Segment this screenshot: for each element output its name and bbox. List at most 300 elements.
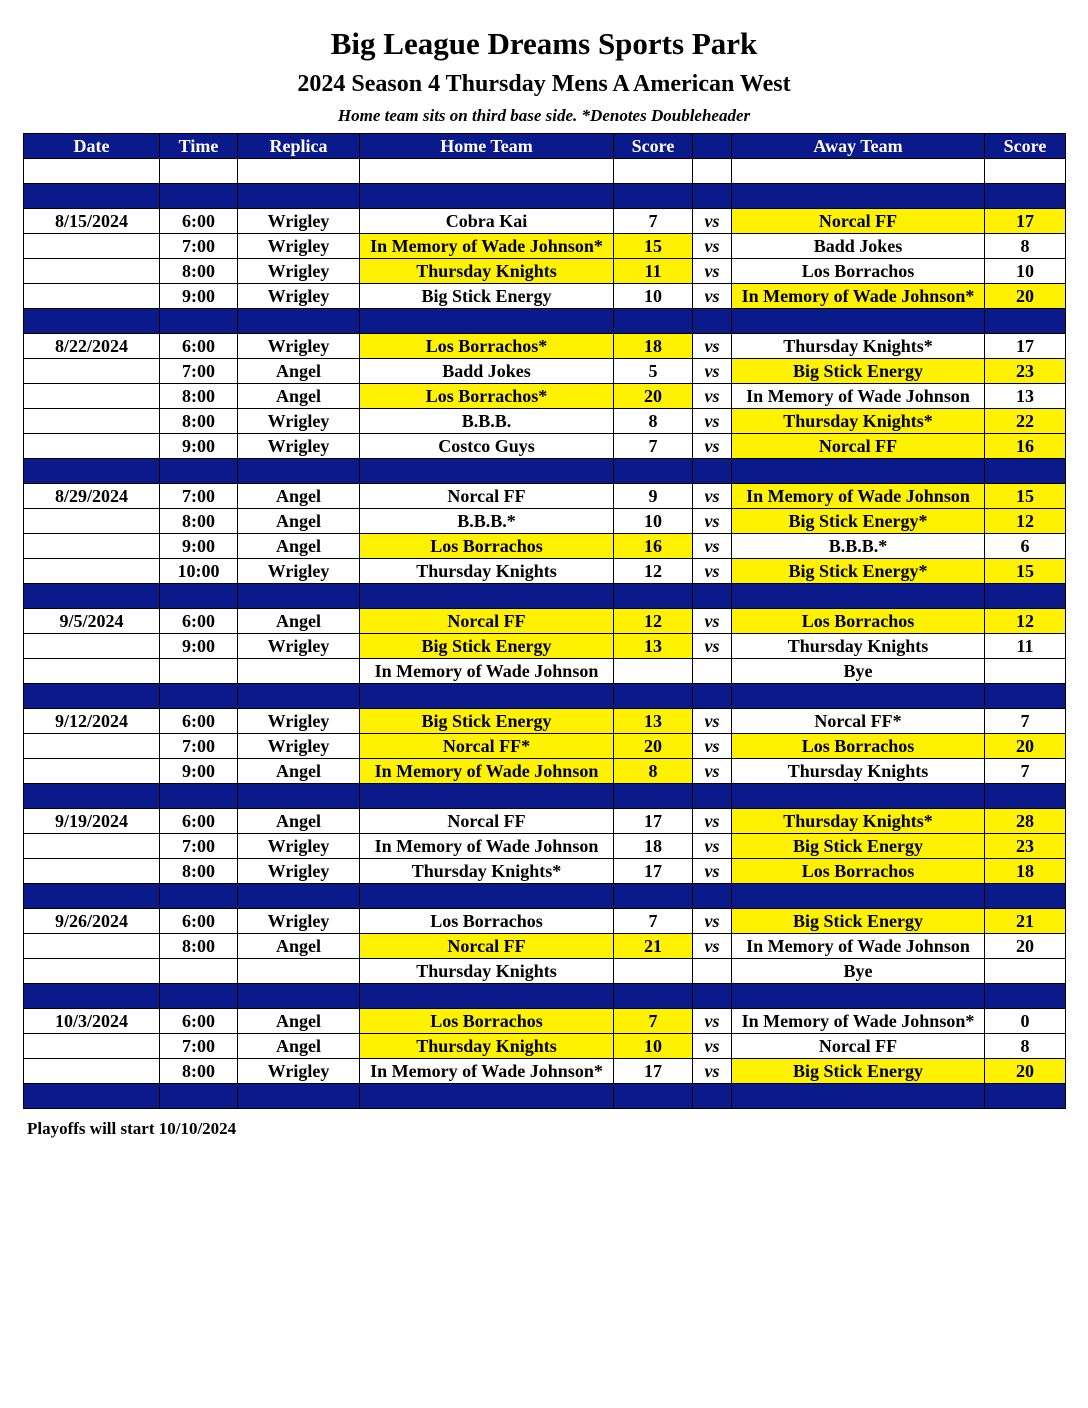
replica-cell: Wrigley [238, 834, 360, 859]
vs-cell: vs [693, 709, 732, 734]
date-cell [24, 959, 160, 984]
game-row [24, 434, 1066, 459]
away-score-cell [985, 659, 1066, 684]
home-score-cell: 10 [614, 509, 693, 534]
away-team-cell: Big Stick Energy [732, 359, 985, 384]
time-cell: 6:00 [160, 709, 238, 734]
away-team-cell: Big Stick Energy [732, 1059, 985, 1084]
replica-cell [238, 309, 360, 334]
date-cell [24, 559, 160, 584]
date-cell: 8/15/2024 [24, 209, 160, 234]
week-separator-row [24, 884, 1066, 909]
home-team-cell: Big Stick Energy [360, 634, 614, 659]
date-cell [24, 409, 160, 434]
replica-cell: Wrigley [238, 234, 360, 259]
game-row [24, 359, 1066, 384]
home-score-cell [614, 959, 693, 984]
home-team-cell [360, 884, 614, 909]
vs-cell: vs [693, 509, 732, 534]
away-team-cell: B.B.B.* [732, 534, 985, 559]
replica-cell [238, 584, 360, 609]
date-cell [24, 584, 160, 609]
home-score-cell: 9 [614, 484, 693, 509]
away-score-cell: 17 [985, 334, 1066, 359]
home-score-cell: 10 [614, 284, 693, 309]
home-score-cell [614, 1084, 693, 1109]
away-score-cell: 28 [985, 809, 1066, 834]
game-row [24, 834, 1066, 859]
away-team-cell: Big Stick Energy* [732, 559, 985, 584]
away-team-cell: Big Stick Energy [732, 909, 985, 934]
replica-cell: Wrigley [238, 209, 360, 234]
date-cell: 9/19/2024 [24, 809, 160, 834]
away-team-cell: In Memory of Wade Johnson [732, 384, 985, 409]
home-team-cell: Thursday Knights* [360, 859, 614, 884]
header-note: Home team sits on third base side. *Denotes Doubleheader [337, 106, 751, 125]
game-row [24, 534, 1066, 559]
home-score-cell [614, 984, 693, 1009]
home-score-cell: 16 [614, 534, 693, 559]
game-row [24, 709, 1066, 734]
away-score-cell: 20 [985, 1059, 1066, 1084]
away-team-cell [732, 784, 985, 809]
game-row [24, 809, 1066, 834]
time-cell: 7:00 [160, 234, 238, 259]
away-team-cell [732, 159, 985, 184]
home-score-cell [614, 309, 693, 334]
home-score-cell: 7 [614, 434, 693, 459]
vs-cell: vs [693, 409, 732, 434]
away-score-cell: 15 [985, 559, 1066, 584]
away-team-cell: Norcal FF [732, 209, 985, 234]
date-cell [24, 784, 160, 809]
home-score-cell [614, 684, 693, 709]
date-cell [24, 509, 160, 534]
home-team-cell [360, 184, 614, 209]
away-team-cell [732, 309, 985, 334]
away-team-cell: Bye [732, 659, 985, 684]
away-team-cell [732, 1084, 985, 1109]
replica-cell: Wrigley [238, 734, 360, 759]
home-score-cell: 20 [614, 734, 693, 759]
home-score-cell [614, 459, 693, 484]
vs-cell [693, 584, 732, 609]
vs-cell: vs [693, 434, 732, 459]
away-team-cell: Norcal FF [732, 1034, 985, 1059]
week-separator-row [24, 584, 1066, 609]
vs-cell: vs [693, 484, 732, 509]
vs-cell: vs [693, 609, 732, 634]
replica-cell [238, 184, 360, 209]
vs-cell: vs [693, 384, 732, 409]
game-row [24, 409, 1066, 434]
away-score-cell: 22 [985, 409, 1066, 434]
date-cell [24, 1034, 160, 1059]
away-score-cell [985, 784, 1066, 809]
home-team-cell [360, 159, 614, 184]
date-cell [24, 259, 160, 284]
away-score-cell: 17 [985, 209, 1066, 234]
away-team-cell: Big Stick Energy [732, 834, 985, 859]
col-header-away-team: Away Team [732, 134, 985, 159]
home-team-cell: Los Borrachos* [360, 334, 614, 359]
home-team-cell: In Memory of Wade Johnson [360, 834, 614, 859]
away-score-cell: 13 [985, 384, 1066, 409]
date-cell [24, 634, 160, 659]
away-team-cell: In Memory of Wade Johnson [732, 934, 985, 959]
time-cell: 10:00 [160, 559, 238, 584]
away-score-cell: 21 [985, 909, 1066, 934]
away-team-cell: Badd Jokes [732, 234, 985, 259]
home-team-cell: Norcal FF [360, 934, 614, 959]
away-score-cell [985, 959, 1066, 984]
away-score-cell: 7 [985, 709, 1066, 734]
away-score-cell [985, 159, 1066, 184]
replica-cell: Angel [238, 509, 360, 534]
home-team-cell: Los Borrachos [360, 1009, 614, 1034]
vs-cell: vs [693, 934, 732, 959]
playoffs-note: Playoffs will start 10/10/2024 [27, 1119, 237, 1138]
replica-cell: Wrigley [238, 284, 360, 309]
vs-cell: vs [693, 1009, 732, 1034]
home-team-cell: Costco Guys [360, 434, 614, 459]
replica-cell: Angel [238, 1009, 360, 1034]
vs-cell [693, 1084, 732, 1109]
away-team-cell: In Memory of Wade Johnson [732, 484, 985, 509]
home-team-cell [360, 984, 614, 1009]
time-cell: 6:00 [160, 1009, 238, 1034]
home-team-cell: In Memory of Wade Johnson [360, 659, 614, 684]
time-cell [160, 459, 238, 484]
date-cell: 8/22/2024 [24, 334, 160, 359]
home-score-cell [614, 884, 693, 909]
vs-cell [693, 684, 732, 709]
game-row [24, 484, 1066, 509]
away-team-cell: Thursday Knights* [732, 809, 985, 834]
away-score-cell: 12 [985, 609, 1066, 634]
game-row [24, 1009, 1066, 1034]
away-score-cell [985, 984, 1066, 1009]
away-score-cell [985, 684, 1066, 709]
vs-cell: vs [693, 734, 732, 759]
vs-cell: vs [693, 359, 732, 384]
vs-cell: vs [693, 534, 732, 559]
home-team-cell: Norcal FF [360, 609, 614, 634]
home-team-cell: Big Stick Energy [360, 709, 614, 734]
vs-cell: vs [693, 284, 732, 309]
game-row [24, 659, 1066, 684]
replica-cell [238, 684, 360, 709]
replica-cell: Wrigley [238, 634, 360, 659]
time-cell: 7:00 [160, 1034, 238, 1059]
date-cell [24, 434, 160, 459]
away-team-cell: Norcal FF [732, 434, 985, 459]
date-cell: 9/12/2024 [24, 709, 160, 734]
away-score-cell: 23 [985, 359, 1066, 384]
away-score-cell: 18 [985, 859, 1066, 884]
replica-cell [238, 884, 360, 909]
away-score-cell: 20 [985, 734, 1066, 759]
week-separator-row [24, 309, 1066, 334]
header-row [24, 134, 1066, 159]
home-score-cell: 17 [614, 1059, 693, 1084]
away-score-cell: 10 [985, 259, 1066, 284]
time-cell: 7:00 [160, 359, 238, 384]
vs-cell: vs [693, 859, 732, 884]
home-team-cell: Thursday Knights [360, 559, 614, 584]
home-team-cell: B.B.B. [360, 409, 614, 434]
vs-cell: vs [693, 559, 732, 584]
time-cell: 6:00 [160, 909, 238, 934]
time-cell [160, 584, 238, 609]
time-cell: 7:00 [160, 734, 238, 759]
date-cell [24, 384, 160, 409]
week-separator-row [24, 684, 1066, 709]
away-team-cell [732, 984, 985, 1009]
home-score-cell: 7 [614, 1009, 693, 1034]
col-header-home-score: Score [614, 134, 693, 159]
replica-cell [238, 659, 360, 684]
away-team-cell [732, 884, 985, 909]
vs-cell [693, 784, 732, 809]
home-team-cell: Cobra Kai [360, 209, 614, 234]
replica-cell: Wrigley [238, 259, 360, 284]
away-team-cell [732, 584, 985, 609]
time-cell: 7:00 [160, 484, 238, 509]
replica-cell: Wrigley [238, 709, 360, 734]
date-cell [24, 184, 160, 209]
away-score-cell: 23 [985, 834, 1066, 859]
replica-cell [238, 984, 360, 1009]
replica-cell [238, 1084, 360, 1109]
replica-cell: Angel [238, 609, 360, 634]
date-cell [24, 934, 160, 959]
vs-cell [693, 884, 732, 909]
away-team-cell: Bye [732, 959, 985, 984]
away-team-cell: Thursday Knights* [732, 409, 985, 434]
away-score-cell: 7 [985, 759, 1066, 784]
game-row [24, 734, 1066, 759]
away-score-cell [985, 309, 1066, 334]
home-team-cell: Los Borrachos* [360, 384, 614, 409]
away-score-cell [985, 1084, 1066, 1109]
away-score-cell: 15 [985, 484, 1066, 509]
home-team-cell [360, 459, 614, 484]
date-cell [24, 684, 160, 709]
home-team-cell: Thursday Knights [360, 959, 614, 984]
date-cell [24, 309, 160, 334]
game-row [24, 259, 1066, 284]
time-cell: 8:00 [160, 859, 238, 884]
time-cell: 9:00 [160, 634, 238, 659]
home-team-cell [360, 584, 614, 609]
time-cell: 6:00 [160, 609, 238, 634]
vs-cell: vs [693, 1059, 732, 1084]
col-header-vs [693, 134, 732, 159]
time-cell: 6:00 [160, 334, 238, 359]
home-team-cell [360, 784, 614, 809]
home-score-cell: 8 [614, 409, 693, 434]
replica-cell: Wrigley [238, 909, 360, 934]
away-score-cell: 6 [985, 534, 1066, 559]
vs-cell [693, 984, 732, 1009]
date-cell [24, 159, 160, 184]
schedule-body [24, 159, 1066, 1109]
home-score-cell: 17 [614, 809, 693, 834]
vs-cell: vs [693, 909, 732, 934]
home-score-cell: 18 [614, 834, 693, 859]
vs-cell: vs [693, 759, 732, 784]
game-row [24, 759, 1066, 784]
game-row [24, 909, 1066, 934]
replica-cell: Wrigley [238, 334, 360, 359]
game-row [24, 234, 1066, 259]
home-score-cell: 18 [614, 334, 693, 359]
vs-cell [693, 459, 732, 484]
week-separator-row [24, 984, 1066, 1009]
date-cell [24, 459, 160, 484]
replica-cell: Wrigley [238, 1059, 360, 1084]
replica-cell [238, 784, 360, 809]
time-cell: 8:00 [160, 934, 238, 959]
away-score-cell: 0 [985, 1009, 1066, 1034]
vs-cell: vs [693, 259, 732, 284]
replica-cell: Wrigley [238, 559, 360, 584]
time-cell: 8:00 [160, 409, 238, 434]
home-score-cell: 13 [614, 634, 693, 659]
away-team-cell: Los Borrachos [732, 259, 985, 284]
replica-cell [238, 459, 360, 484]
col-header-replica: Replica [238, 134, 360, 159]
game-row [24, 1059, 1066, 1084]
away-score-cell [985, 459, 1066, 484]
replica-cell: Wrigley [238, 409, 360, 434]
away-score-cell [985, 884, 1066, 909]
game-row [24, 934, 1066, 959]
home-score-cell [614, 184, 693, 209]
replica-cell [238, 159, 360, 184]
home-score-cell: 10 [614, 1034, 693, 1059]
home-team-cell [360, 1084, 614, 1109]
home-team-cell [360, 309, 614, 334]
blank-row [24, 159, 1066, 184]
game-row [24, 384, 1066, 409]
home-team-cell: In Memory of Wade Johnson [360, 759, 614, 784]
time-cell: 8:00 [160, 1059, 238, 1084]
home-score-cell: 7 [614, 209, 693, 234]
vs-cell [693, 184, 732, 209]
date-cell [24, 984, 160, 1009]
col-header-home-team: Home Team [360, 134, 614, 159]
home-score-cell [614, 659, 693, 684]
date-cell [24, 859, 160, 884]
game-row [24, 609, 1066, 634]
home-score-cell: 11 [614, 259, 693, 284]
home-score-cell: 7 [614, 909, 693, 934]
away-score-cell: 12 [985, 509, 1066, 534]
vs-cell [693, 159, 732, 184]
schedule-table [23, 133, 1066, 1109]
home-team-cell: Norcal FF* [360, 734, 614, 759]
week-separator-row [24, 784, 1066, 809]
game-row [24, 284, 1066, 309]
time-cell [160, 1084, 238, 1109]
home-score-cell: 21 [614, 934, 693, 959]
replica-cell: Angel [238, 759, 360, 784]
away-team-cell: In Memory of Wade Johnson* [732, 284, 985, 309]
home-team-cell: Thursday Knights [360, 259, 614, 284]
date-cell: 8/29/2024 [24, 484, 160, 509]
game-row [24, 1034, 1066, 1059]
home-team-cell: Big Stick Energy [360, 284, 614, 309]
date-cell [24, 884, 160, 909]
home-score-cell: 20 [614, 384, 693, 409]
vs-cell: vs [693, 634, 732, 659]
time-cell [160, 309, 238, 334]
page-subtitle: 2024 Season 4 Thursday Mens A American West [297, 71, 791, 97]
game-row [24, 509, 1066, 534]
time-cell [160, 659, 238, 684]
home-score-cell: 8 [614, 759, 693, 784]
date-cell [24, 759, 160, 784]
vs-cell: vs [693, 834, 732, 859]
game-row [24, 209, 1066, 234]
away-score-cell: 11 [985, 634, 1066, 659]
date-cell: 9/5/2024 [24, 609, 160, 634]
home-score-cell: 12 [614, 559, 693, 584]
date-cell [24, 1084, 160, 1109]
vs-cell [693, 309, 732, 334]
time-cell [160, 984, 238, 1009]
date-cell: 9/26/2024 [24, 909, 160, 934]
vs-cell [693, 959, 732, 984]
time-cell: 9:00 [160, 434, 238, 459]
replica-cell: Angel [238, 384, 360, 409]
time-cell: 6:00 [160, 809, 238, 834]
away-team-cell: In Memory of Wade Johnson* [732, 1009, 985, 1034]
replica-cell: Wrigley [238, 434, 360, 459]
home-team-cell: Norcal FF [360, 484, 614, 509]
date-cell [24, 659, 160, 684]
time-cell [160, 959, 238, 984]
home-team-cell: Norcal FF [360, 809, 614, 834]
home-score-cell: 12 [614, 609, 693, 634]
away-team-cell [732, 184, 985, 209]
time-cell: 8:00 [160, 259, 238, 284]
game-row [24, 334, 1066, 359]
time-cell [160, 159, 238, 184]
away-team-cell [732, 684, 985, 709]
date-cell [24, 534, 160, 559]
game-row [24, 559, 1066, 584]
week-separator-row [24, 459, 1066, 484]
home-score-cell: 17 [614, 859, 693, 884]
away-score-cell: 16 [985, 434, 1066, 459]
date-cell [24, 834, 160, 859]
home-score-cell: 5 [614, 359, 693, 384]
time-cell: 8:00 [160, 509, 238, 534]
vs-cell: vs [693, 209, 732, 234]
vs-cell: vs [693, 234, 732, 259]
time-cell [160, 184, 238, 209]
away-team-cell: Los Borrachos [732, 734, 985, 759]
time-cell: 9:00 [160, 534, 238, 559]
vs-cell: vs [693, 334, 732, 359]
home-team-cell: B.B.B.* [360, 509, 614, 534]
away-score-cell: 8 [985, 1034, 1066, 1059]
away-team-cell: Big Stick Energy* [732, 509, 985, 534]
date-cell [24, 734, 160, 759]
